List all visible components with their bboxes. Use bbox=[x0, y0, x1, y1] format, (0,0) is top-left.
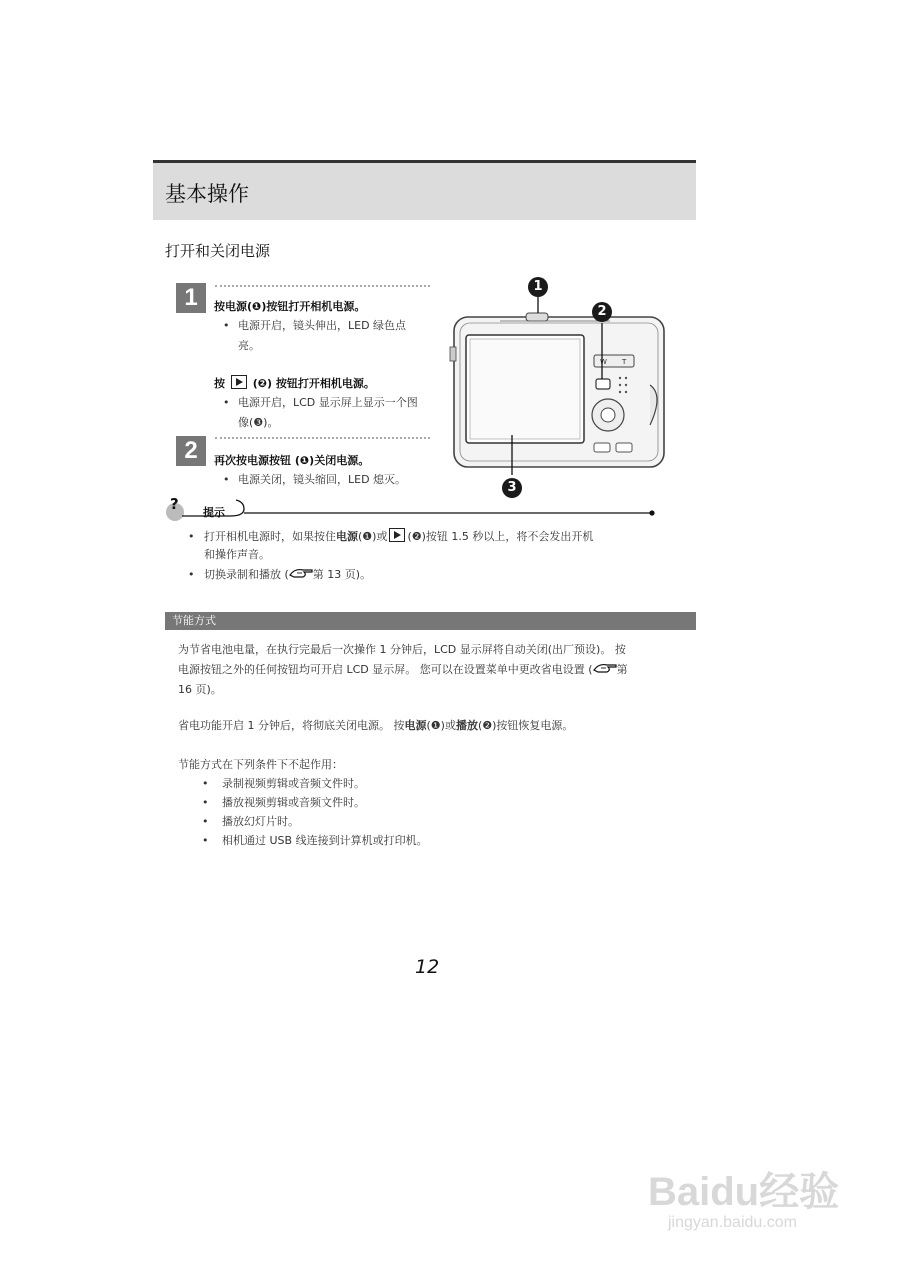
step-badge-1: 1 bbox=[176, 283, 206, 313]
condition-item-1: • 录制视频剪辑或音频文件时。 bbox=[222, 774, 365, 793]
reference-hand-icon bbox=[289, 567, 313, 579]
para-bold: 播放 bbox=[455, 719, 478, 732]
condition-item-2: • 播放视频剪辑或音频文件时。 bbox=[222, 793, 365, 812]
tip-text: (❶)或 bbox=[358, 530, 388, 543]
svg-text:W: W bbox=[600, 358, 607, 366]
step1-title2 bbox=[214, 375, 375, 391]
callout-1: 1 bbox=[528, 277, 548, 297]
energy-paragraph-2 bbox=[178, 716, 698, 736]
watermark-url: jingyan.baidu.com bbox=[668, 1214, 797, 1231]
play-icon bbox=[389, 528, 405, 542]
step1-title2-prefix: 按 bbox=[214, 377, 225, 390]
reference-hand-icon bbox=[593, 662, 617, 674]
step2-title: 再次按电源按钮 (❶)关闭电源。 bbox=[214, 454, 370, 467]
page-number: 12 bbox=[415, 956, 440, 978]
para-text: 16 页)。 bbox=[178, 683, 222, 696]
step-divider bbox=[215, 285, 430, 287]
tip-text: (❷)按钮 1.5 秒以上，将不会发出开机 bbox=[407, 530, 594, 543]
tip-text: 打开相机电源时，如果按住 bbox=[204, 530, 336, 543]
watermark-brand: Baidu经验 bbox=[648, 1170, 840, 1214]
section-heading: 打开和关闭电源 bbox=[165, 242, 271, 260]
step1-title2-suffix: (❷) 按钮打开相机电源。 bbox=[252, 377, 375, 390]
tip-bold: 电源 bbox=[336, 530, 358, 543]
para-bold: 电源 bbox=[404, 719, 427, 732]
tip-text: 第 13 页)。 bbox=[312, 568, 372, 581]
callout-2: 2 bbox=[592, 302, 612, 322]
callout-3: 3 bbox=[502, 478, 522, 498]
step1-bullet: • 电源开启，镜头伸出，LED 绿色点亮。 bbox=[238, 316, 428, 356]
tip-header-graphic bbox=[160, 496, 660, 522]
chapter-title: 基本操作 bbox=[165, 182, 249, 206]
para-text: 第 bbox=[616, 663, 628, 676]
step-badge-2: 2 bbox=[176, 436, 206, 466]
energy-section-title: 节能方式 bbox=[172, 614, 216, 627]
step1-bullet2: • 电源开启，LCD 显示屏上显示一个图像(❸)。 bbox=[238, 393, 428, 433]
tip-text: 和操作声音。 bbox=[204, 548, 270, 561]
tip-item-2 bbox=[204, 566, 684, 584]
step-divider bbox=[215, 437, 430, 439]
svg-text:T: T bbox=[622, 358, 627, 366]
para-text: 省电功能开启 1 分钟后，将彻底关闭电源。 按 bbox=[178, 719, 405, 732]
para-text: 为节省电池电量，在执行完最后一次操作 1 分钟后，LCD 显示屏将自动关闭(出厂预设)。 按 bbox=[178, 643, 626, 656]
tip-text: 切换录制和播放 ( bbox=[204, 568, 289, 581]
step1-title: 按电源(❶)按钮打开相机电源。 bbox=[214, 300, 366, 313]
energy-section-bar bbox=[165, 612, 696, 630]
camera-body-illustration bbox=[440, 275, 670, 505]
condition-item-3: • 播放幻灯片时。 bbox=[222, 812, 299, 831]
para-text: (❶)或 bbox=[426, 719, 456, 732]
energy-paragraph-1 bbox=[178, 640, 698, 700]
tip-item-1 bbox=[204, 528, 684, 564]
tip-label: 提示 bbox=[203, 506, 225, 519]
condition-item-4: • 相机通过 USB 线连接到计算机或打印机。 bbox=[222, 831, 428, 850]
para-text: 电源按钮之外的任何按钮均可开启 LCD 显示屏。 您可以在设置菜单中更改省电设置 ( bbox=[178, 663, 593, 676]
play-icon bbox=[231, 375, 247, 389]
svg-text:?: ? bbox=[170, 496, 179, 513]
step2-bullet: • 电源关闭，镜头缩回，LED 熄灭。 bbox=[238, 470, 438, 490]
energy-paragraph-3: 节能方式在下列条件下不起作用： bbox=[178, 758, 343, 771]
para-text: (❷)按钮恢复电源。 bbox=[477, 719, 574, 732]
